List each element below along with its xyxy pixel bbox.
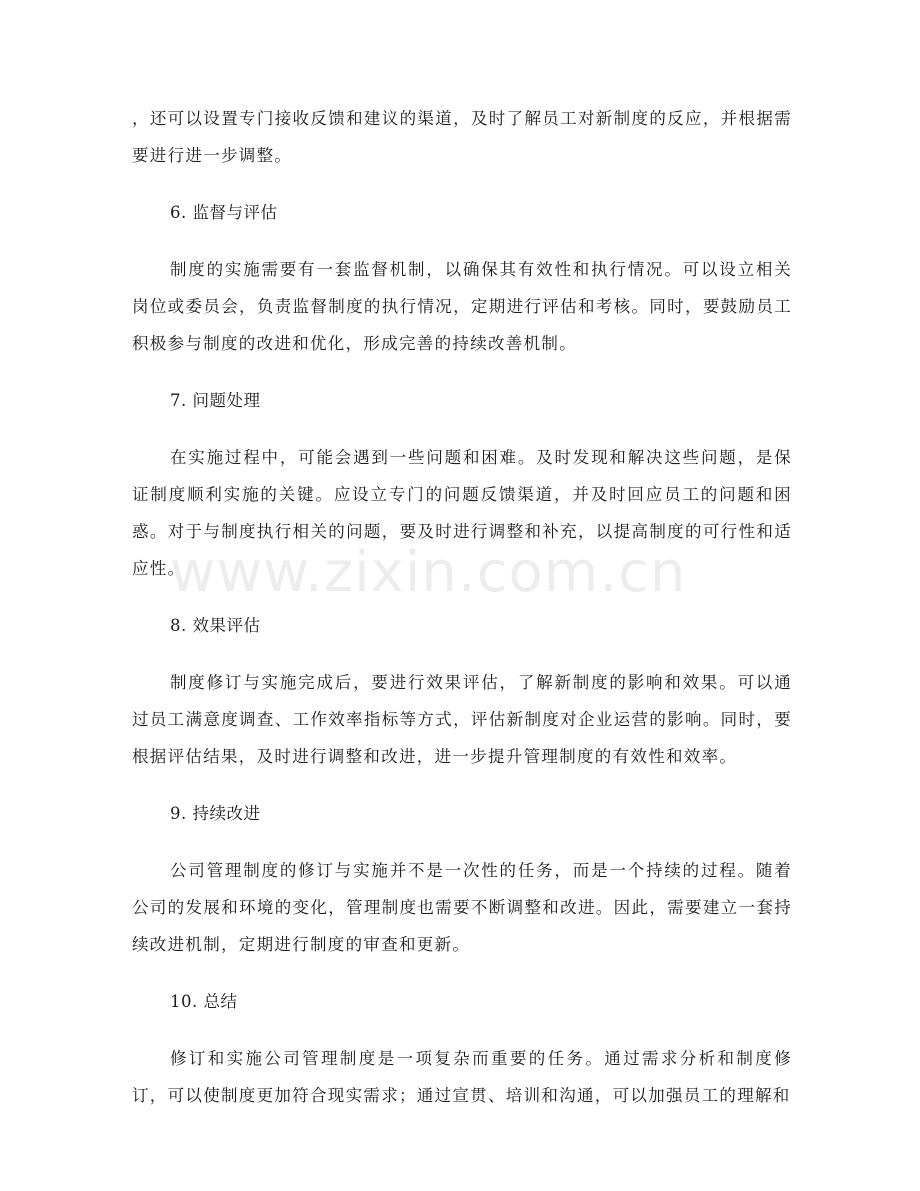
paragraph-continuous-improvement: 公司管理制度的修订与实施并不是一次性的任务，而是一个持续的过程。随着公司的发展和环境的变化，管理制度也需要不断调整和改进。因此，需要建立一套持续改进机制，定期进行制度的审查和更新。 (132, 861, 792, 954)
section-heading-10: 10. 总结 (170, 992, 238, 1011)
section-heading-7: 7. 问题处理 (170, 391, 261, 410)
paragraph-problem-handling: 在实施过程中，可能会遇到一些问题和困难。及时发现和解决这些问题，是保证制度顺利实施的关键。应设立专门的问题反馈渠道，并及时回应员工的问题和困惑。对于与制度执行相关的问题，要及时进行调整和补充，以提高制度的可行性和适应性。 (132, 448, 792, 578)
paragraph-continuation: ，还可以设置专门接收反馈和建议的渠道，及时了解员工对新制度的反应，并根据需要进行进一步调整。 (132, 109, 792, 165)
paragraph-supervision: 制度的实施需要有一套监督机制，以确保其有效性和执行情况。可以设立相关岗位或委员会，负责监督制度的执行情况，定期进行评估和考核。同时，要鼓励员工积极参与制度的改进和优化，形成完善的持续改善机制。 (132, 260, 792, 353)
paragraph-effect-evaluation: 制度修订与实施完成后，要进行效果评估，了解新制度的影响和效果。可以通过员工满意度调查、工作效率指标等方式，评估新制度对企业运营的影响。同时，要根据评估结果，及时进行调整和改进，进一步提升管理制度的有效性和效率。 (132, 673, 792, 766)
paragraph-summary: 修订和实施公司管理制度是一项复杂而重要的任务。通过需求分析和制度修订，可以使制度更加符合现实需求；通过宣贯、培训和沟通，可以加强员工的理解和 (132, 1049, 792, 1105)
document-body (132, 100, 792, 1134)
section-heading-9: 9. 持续改进 (170, 804, 261, 823)
section-heading-8: 8. 效果评估 (170, 616, 261, 635)
section-heading-6: 6. 监督与评估 (170, 203, 278, 222)
watermark: www.zixin.com.cn (169, 540, 687, 605)
